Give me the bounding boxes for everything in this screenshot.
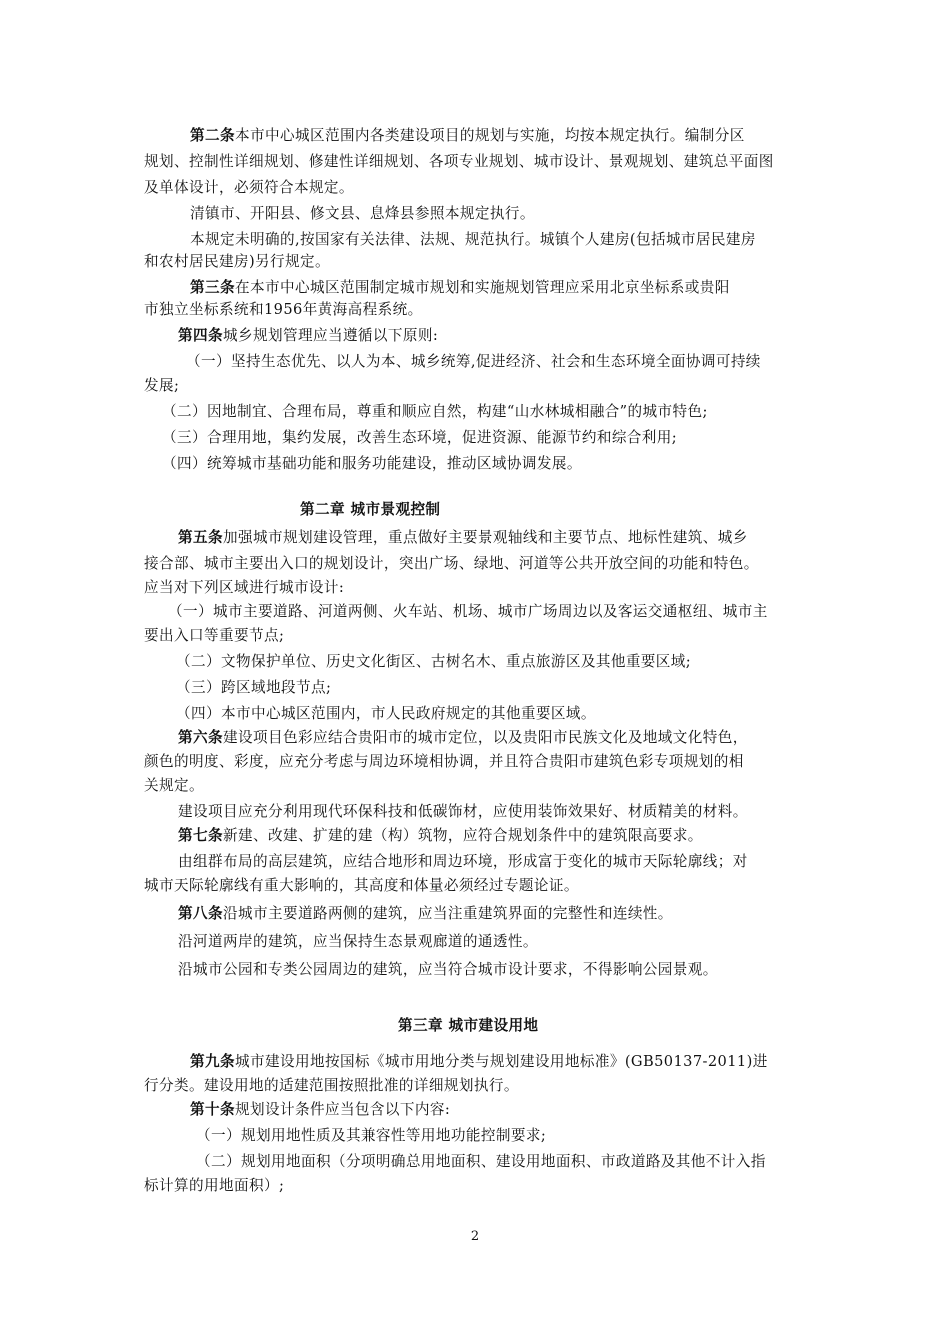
text-line: 市独立坐标系统和1956年黄海高程系统。 xyxy=(144,301,423,318)
text-line: （三）合理用地，集约发展，改善生态环境，促进资源、能源节约和综合利用; xyxy=(162,429,678,446)
text-line: 标计算的用地面积）; xyxy=(144,1177,285,1194)
article-10-line-1 xyxy=(190,1100,450,1120)
text-line: 发展; xyxy=(144,377,180,394)
text-line: （一）坚持生态优先、以人为本、城乡统筹,促进经济、社会和生态环境全面协调可持续 xyxy=(186,353,761,370)
text-line: 由组群布局的高层建筑，应结合地形和周边环境，形成富于变化的城市天际轮廓线；对 xyxy=(178,853,748,870)
text-line: 应当对下列区域进行城市设计: xyxy=(144,579,345,596)
article-text: 建设项目色彩应结合贵阳市的城市定位，以及贵阳市民族文化及地域文化特色， xyxy=(222,729,748,746)
article-text: 本市中心城区范围内各类建设项目的规划与实施，均按本规定执行。编制分区 xyxy=(234,127,745,144)
article-text: 城市建设用地按国标《城市用地分类与规划建设用地标准》(GB50137-2011)进 xyxy=(234,1053,768,1070)
page-number: 2 xyxy=(470,1229,480,1244)
text-line: 建设项目应充分利用现代环保科技和低碳饰材，应使用装饰效果好、材质精美的材料。 xyxy=(178,803,748,820)
article-label: 第九条 xyxy=(190,1053,235,1070)
text-line: 关规定。 xyxy=(144,777,204,794)
text-line: （一）城市主要道路、河道两侧、火车站、机场、城市广场周边以及客运交通枢纽、城市主 xyxy=(168,603,768,620)
text-line: （二）文物保护单位、历史文化街区、古树名木、重点旅游区及其他重要区域; xyxy=(176,653,692,670)
article-label: 第八条 xyxy=(178,905,223,922)
article-label: 第七条 xyxy=(178,827,223,844)
article-3-line-1 xyxy=(190,278,730,298)
text-line: （二）规划用地面积（分项明确总用地面积、建设用地面积、市政道路及其他不计入指 xyxy=(196,1153,766,1170)
article-label: 第二条 xyxy=(190,127,235,144)
article-label: 第十条 xyxy=(190,1101,235,1118)
text-line: 沿河道两岸的建筑，应当保持生态景观廊道的通透性。 xyxy=(178,933,538,950)
text-line: 行分类。建设用地的适建范围按照批准的详细规划执行。 xyxy=(144,1077,519,1094)
text-line: 接合部、城市主要出入口的规划设计，突出广场、绿地、河道等公共开放空间的功能和特色。 xyxy=(144,555,759,572)
chapter-3-heading: 第三章 城市建设用地 xyxy=(398,1017,539,1034)
article-5-line-1 xyxy=(178,528,748,548)
text-line: （二）因地制宜、合理布局，尊重和顺应自然，构建“山水林城相融合”的城市特色; xyxy=(162,403,708,420)
article-text: 城乡规划管理应当遵循以下原则: xyxy=(222,327,439,344)
chapter-2-heading: 第二章 城市景观控制 xyxy=(300,501,441,518)
article-2-line-1 xyxy=(190,126,745,146)
text-line: 规划、控制性详细规划、修建性详细规划、各项专业规划、城市设计、景观规划、建筑总平面图 xyxy=(144,153,774,170)
article-label: 第三条 xyxy=(190,279,235,296)
article-6-line-1 xyxy=(178,728,748,748)
article-text: 新建、改建、扩建的建（构）筑物，应符合规划条件中的建筑限高要求。 xyxy=(222,827,703,844)
article-label: 第四条 xyxy=(178,327,223,344)
text-line: 和农村居民建房)另行规定。 xyxy=(144,253,331,270)
text-line: 清镇市、开阳县、修文县、息烽县参照本规定执行。 xyxy=(190,205,535,222)
article-9-line-1 xyxy=(190,1052,768,1072)
article-label: 第五条 xyxy=(178,529,223,546)
article-text: 规划设计条件应当包含以下内容: xyxy=(234,1101,451,1118)
text-line: 城市天际轮廓线有重大影响的，其高度和体量必须经过专题论证。 xyxy=(144,877,579,894)
text-line: 要出入口等重要节点; xyxy=(144,627,285,644)
text-line: （四）统筹城市基础功能和服务功能建设，推动区域协调发展。 xyxy=(162,455,582,472)
article-label: 第六条 xyxy=(178,729,223,746)
text-line: 沿城市公园和专类公园周边的建筑，应当符合城市设计要求，不得影响公园景观。 xyxy=(178,961,718,978)
article-text: 沿城市主要道路两侧的建筑，应当注重建筑界面的完整性和连续性。 xyxy=(222,905,673,922)
text-line: 本规定未明确的,按国家有关法律、法规、规范执行。城镇个人建房(包括城市居民建房 xyxy=(190,231,756,248)
article-text: 加强城市规划建设管理，重点做好主要景观轴线和主要节点、地标性建筑、城乡 xyxy=(222,529,748,546)
text-line: 及单体设计，必须符合本规定。 xyxy=(144,179,354,196)
text-line: （四）本市中心城区范围内，市人民政府规定的其他重要区域。 xyxy=(176,705,596,722)
article-8-line-1 xyxy=(178,904,673,924)
article-text: 在本市中心城区范围制定城市规划和实施规划管理应采用北京坐标系或贵阳 xyxy=(234,279,730,296)
text-line: 颜色的明度、彩度，应充分考虑与周边环境相协调，并且符合贵阳市建筑色彩专项规划的相 xyxy=(144,753,744,770)
article-7-line-1 xyxy=(178,826,703,846)
text-line: （一）规划用地性质及其兼容性等用地功能控制要求; xyxy=(196,1127,547,1144)
article-4-line-1 xyxy=(178,326,438,346)
text-line: （三）跨区域地段节点; xyxy=(176,679,332,696)
